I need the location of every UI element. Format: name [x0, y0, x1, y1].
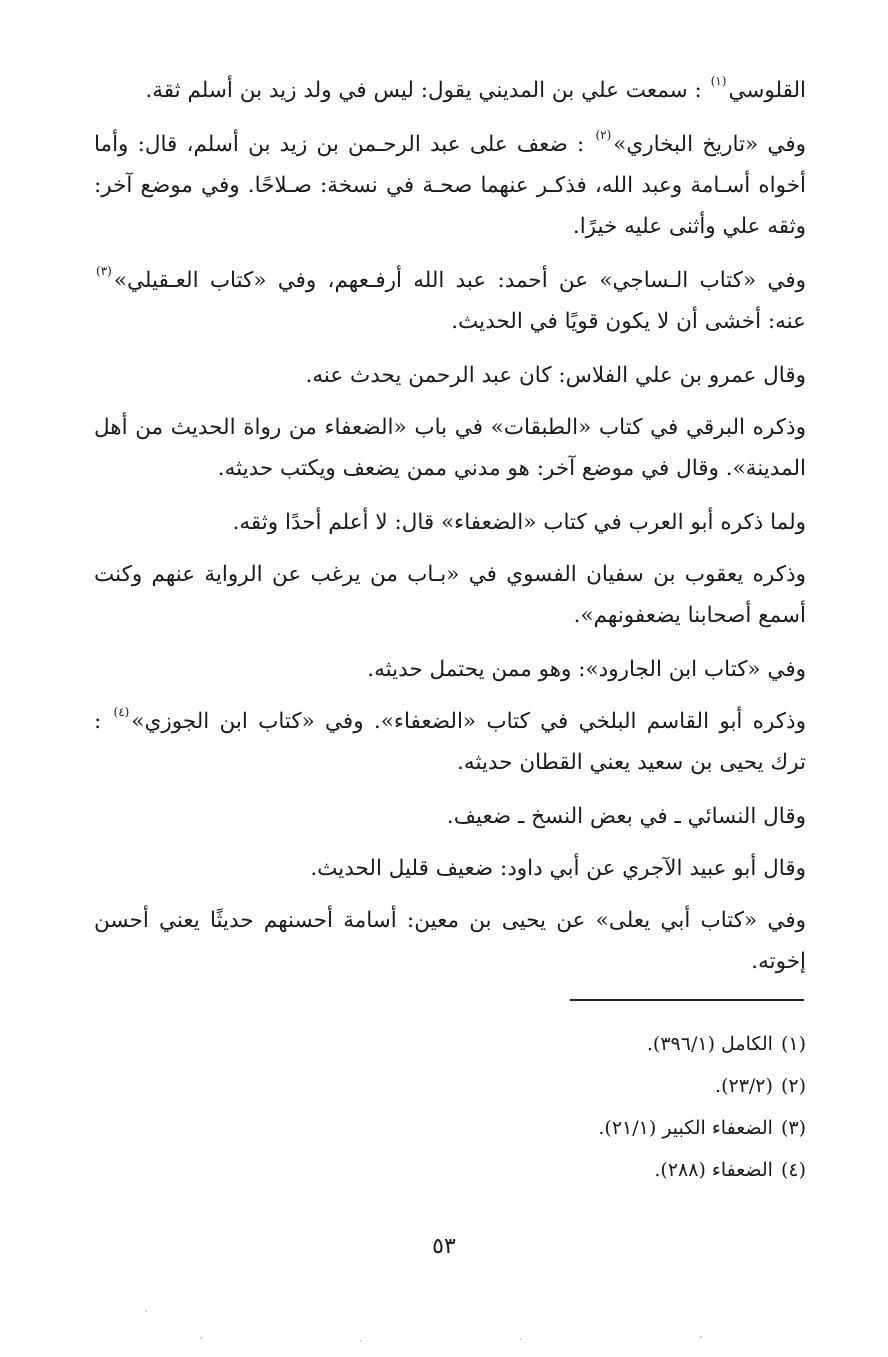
main-text: [94, 70, 806, 995]
paragraph-text: وفي «كتاب الـساجي» عن أحمد: عبد الله أرفـعهم، وفي «كتاب العـقيلي»: [113, 268, 806, 293]
paragraph-text: : ترك يحيى بن سعيد يعني القطان حديثه.: [94, 709, 806, 775]
paragraph-9: [94, 701, 806, 783]
footnote-ref-1: (١): [710, 74, 727, 88]
paragraph-4: وقال عمرو بن علي الفلاس: كان عبد الرحمن يحدث عنه.: [305, 363, 806, 388]
footnote-text: الضعفاء (٢٨٨).: [654, 1159, 773, 1181]
scan-speck: [360, 1340, 362, 1342]
paragraph-8: وفي «كتاب ابن الجارود»: وهو ممن يحتمل حديثه.: [367, 657, 806, 682]
footnote-number: (٢): [780, 1075, 806, 1097]
paragraph-text: : سمعت علي بن المديني يقول: ليس في ولد زيد بن أسلم ثقة.: [145, 78, 709, 103]
paragraph-10: وقال النسائي ـ في بعض النسخ ـ ضعيف.: [446, 804, 806, 829]
footnote-separator: [570, 999, 804, 1001]
paragraph-7: وذكره يعقوب بن سفيان الفسوي في «بـاب من يرغب عن الرواية عنهم وكنت أسمع أصحابنا يضعفونهم».: [94, 562, 806, 628]
footnote-4: [94, 1149, 806, 1191]
footnote-number: (١): [780, 1033, 806, 1055]
paragraph-6: ولما ذكره أبو العرب في كتاب «الضعفاء» قال: لا أعلم أحدًا وثقه.: [232, 510, 806, 535]
paragraph-12: وفي «كتاب أبي يعلى» عن يحيى بن معين: أسامة أحسنهم حديثًا يعني أحسن إخوته.: [94, 908, 806, 974]
footnote-ref-3: (٣): [96, 264, 112, 278]
page-number: ٥٣: [432, 1234, 456, 1259]
paragraph-11: وقال أبو عبيد الآجري عن أبي داود: ضعيف قليل الحديث.: [310, 856, 806, 881]
footnote-number: (٤): [780, 1159, 806, 1181]
paragraph-text: القلوسي: [728, 78, 806, 103]
footnote-text: الضعفاء الكبير (٢١/١).: [598, 1117, 773, 1139]
footnote-text: الكامل (٣٩٦/١).: [646, 1033, 773, 1055]
footnote-number: (٣): [780, 1117, 806, 1139]
paragraph-text: وفي «تاريخ البخاري»: [613, 132, 806, 157]
footnote-3: [94, 1107, 806, 1149]
footnote-2: [94, 1065, 806, 1107]
paragraph-1: [94, 70, 806, 111]
scan-speck: [200, 1337, 202, 1339]
scan-speck: [145, 1310, 147, 1312]
footnote-ref-2: (٢): [595, 128, 612, 142]
footnote-ref-4: (٤): [113, 705, 130, 719]
paragraph-3: [94, 260, 806, 342]
scan-speck: [700, 1336, 702, 1338]
footnote-1: [94, 1023, 806, 1065]
footnote-text: (٢٣/٢).: [715, 1075, 773, 1097]
scan-speck: [520, 1338, 522, 1340]
paragraph-text: : ضعف على عبد الرحـمن بن زيد بن أسلم، قال: وأما أخواه أسـامة وعبد الله، فذكـر عنهما صحـة في نسخة: صـلاحًا. وفي موضع آخر: وثقه علي وأثنى عليه خيرًا.: [94, 132, 806, 239]
paragraph-text: وذكره أبو القاسم البلخي في كتاب «الضعفاء». وفي «كتاب ابن الجوزي»: [131, 709, 806, 734]
paragraph-text: عنه: أخشى أن لا يكون قويًا في الحديث.: [451, 309, 806, 334]
footnotes: [94, 1023, 806, 1191]
paragraph-5: وذكره البرقي في كتاب «الطبقات» في باب «الضعفاء من رواة الحديث من أهل المدينة». وقال في موضع آخر: هو مدني ممن يضعف ويكتب حديثه.: [94, 415, 806, 481]
paragraph-2: [94, 124, 806, 247]
